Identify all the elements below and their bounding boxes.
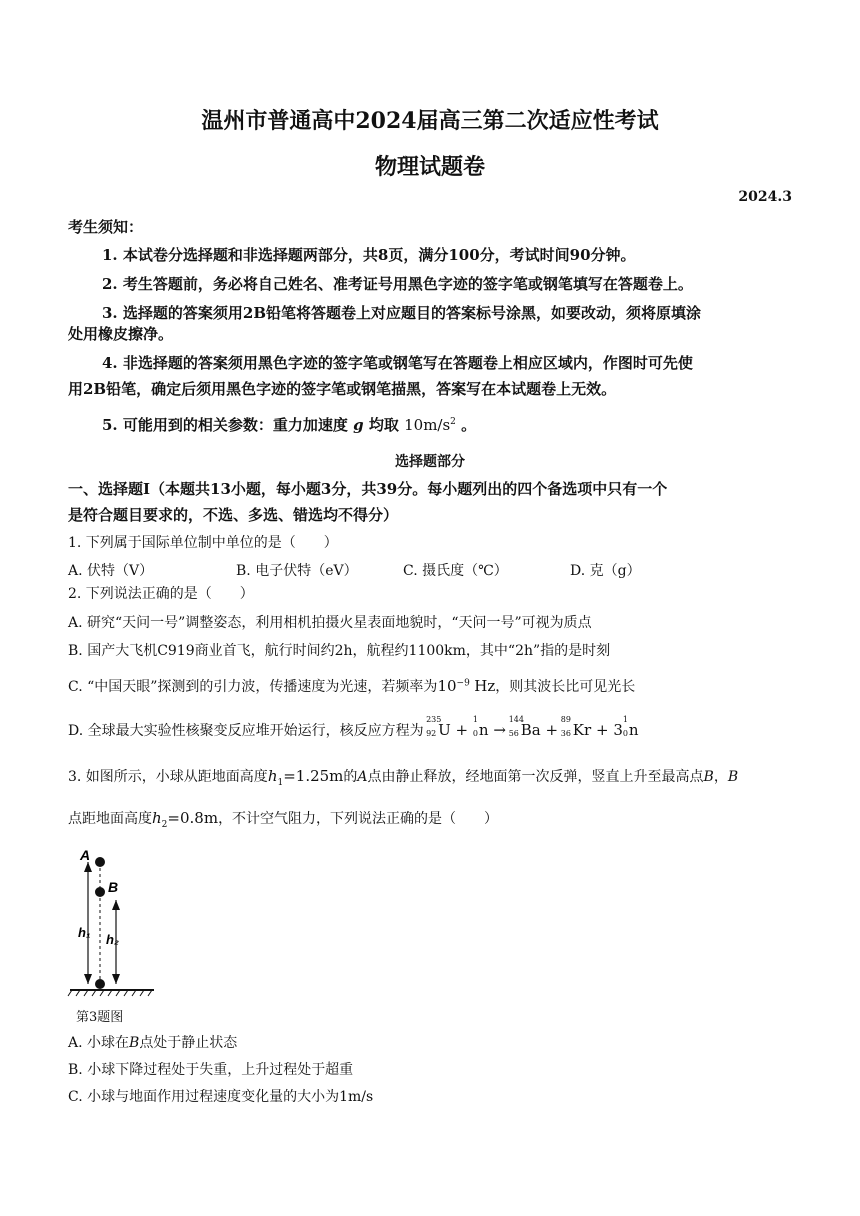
q2-option-d [68,715,639,740]
frequency-exponent: −9 [456,678,470,689]
figure-label-h1: h₁ [78,925,91,940]
figure-label-a: A [80,847,91,863]
neutron-symbol-1: n [478,721,489,739]
notice-item-5-end: 。 [461,416,477,434]
q1-option-b: B. 电子伏特（eV） [236,563,358,579]
plus-sign-1: + [455,721,469,739]
plus-sign-3: + [595,721,609,739]
point-a-ref: A [357,769,368,785]
h2-value: =0.8m [167,809,219,827]
h1-symbol: h [267,767,278,785]
reaction-arrow: → [493,721,506,739]
h2-arrow-down [112,974,120,984]
q2-option-c [68,676,635,696]
point-b-ref-2: B [727,769,739,785]
q3-text-2: 的 [343,769,358,785]
frequency-base: 10 [437,677,457,695]
q3-option-a [68,1032,237,1052]
h1-arrow-down [84,974,92,984]
q3-option-a-text: A. 小球在 [68,1035,130,1051]
nuclear-equation [426,715,639,739]
q3-text-4: ， [713,769,728,785]
figure-label-b: B [108,879,119,895]
q2-option-d-text: D. 全球最大实验性核聚变反应堆开始运行，核反应方程为 [68,723,424,739]
q2-stem: 2. 下列说法正确的是（ ） [68,586,254,602]
q1-option-d: D. 克（g） [570,563,641,579]
section-title: 选择题部分 [395,454,465,470]
frequency-unit: Hz [474,677,496,695]
exam-subtitle: 物理试题卷 [374,154,485,180]
notice-heading: 考生须知： [68,218,144,236]
q3-stem-line1 [68,766,738,788]
krypton-symbol: Kr [572,721,592,739]
neutron-mass-1: 1 [472,715,478,724]
q1-stem: 1. 下列属于国际单位制中单位的是（ ） [68,535,338,551]
h2-subscript: 2 [161,819,168,830]
uranium-symbol: U [438,721,451,739]
ball-at-a [95,857,105,867]
notice-item-3: 3. 选择题的答案须用2B铅笔将答题卷上对应题目的答案标号涂黑，如要改动，须将原填涂 [102,304,702,322]
plus-sign-2: + [545,721,559,739]
h1-subscript: 1 [277,777,284,788]
barium-mass: 144 [508,715,524,724]
neutron-coefficient: 3 [613,721,623,739]
krypton-mass: 89 [560,715,571,724]
figure-caption: 第3题图 [76,1010,124,1025]
notice-item-5 [102,414,476,435]
q3-text-3: 点由静止释放，经地面第一次反弹，竖直上升至最高点 [367,769,704,785]
notice-item-5-text: 5. 可能用到的相关参数：重力加速度 [102,416,348,434]
notice-item-2: 2. 考生答题前，务必将自己姓名、准考证号用黑色字迹的签字笔或钢笔填写在答题卷上。 [102,275,693,293]
q3-figure [66,842,158,998]
uranium-mass: 235 [426,715,442,724]
q3-text-5: 点距地面高度 [68,811,152,827]
ball-at-ground [95,979,105,989]
gravity-symbol: g [353,416,364,434]
h2-arrow-up [112,900,120,910]
notice-item-5-text-2: 均取 [368,416,399,434]
h1-value: =1.25m [283,767,344,785]
figure-label-h2: h₂ [106,932,119,947]
q2-option-c-text: C. “中国天眼”探测到的引力波，传播速度为光速，若频率为 [68,679,438,695]
part-heading-line1: 一、选择题Ⅰ（本题共13小题，每小题3分，共39分。每小题列出的四个备选项中只有一个 [68,480,668,498]
neutron-charge-1: 0 [472,729,478,738]
q3-text-1: 3. 如图所示，小球从距地面高度 [68,769,268,785]
q2-option-b: B. 国产大飞机C919商业首飞，航行时间约2h，航程约1100km，其中“2h”指的是时刻 [68,643,611,659]
notice-item-4-cont: 用2B铅笔，确定后须用黑色字迹的签字笔或钢笔描黑，答案写在本试题卷上无效。 [68,380,617,398]
q3-option-b: B. 小球下降过程处于失重，上升过程处于超重 [68,1062,354,1078]
gravity-value: 10m/s [404,416,451,434]
notice-item-4: 4. 非选择题的答案须用黑色字迹的签字笔或钢笔写在答题卷上相应区域内，作图时可先使 [102,354,693,372]
q3-option-c: C. 小球与地面作用过程速度变化量的大小为1m/s [68,1089,374,1105]
barium-symbol: Ba [520,721,541,739]
q1-option-a: A. 伏特（V） [68,563,154,579]
h2-symbol: h [152,809,162,827]
krypton-charge: 36 [560,729,571,738]
neutron-mass-2: 1 [622,715,628,724]
q3-text-6: ，不计空气阻力，下列说法正确的是（ ） [218,811,499,827]
notice-item-3-cont: 处用橡皮擦净。 [68,325,174,343]
notice-item-1: 1. 本试卷分选择题和非选择题两部分，共8页，满分100分，考试时间90分钟。 [102,246,636,264]
part-heading-line2: 是符合题目要求的，不选、多选、错选均不得分） [68,506,399,524]
barium-charge: 56 [508,729,519,738]
exam-date: 2024.3 [738,189,792,205]
q3-option-a-end: 点处于静止状态 [139,1035,238,1051]
h1-arrow-up [84,862,92,872]
point-b-ref: B [703,769,714,785]
neutron-symbol-2: n [628,721,639,739]
gravity-exponent: 2 [450,417,456,427]
q3-stem-line2 [68,808,498,830]
q1-option-c: C. 摄氏度（℃） [403,563,508,579]
uranium-charge: 92 [426,729,437,738]
exam-title: 温州市普通高中2024届高三第二次适应性考试 [201,108,659,134]
neutron-charge-2: 0 [622,729,628,738]
q2-option-a: A. 研究“天问一号”调整姿态，利用相机拍摄火星表面地貌时，“天问一号”可视为质点 [68,615,592,631]
q3-option-a-point: B [129,1035,140,1051]
q2-option-c-end: ，则其波长比可见光长 [495,679,636,695]
